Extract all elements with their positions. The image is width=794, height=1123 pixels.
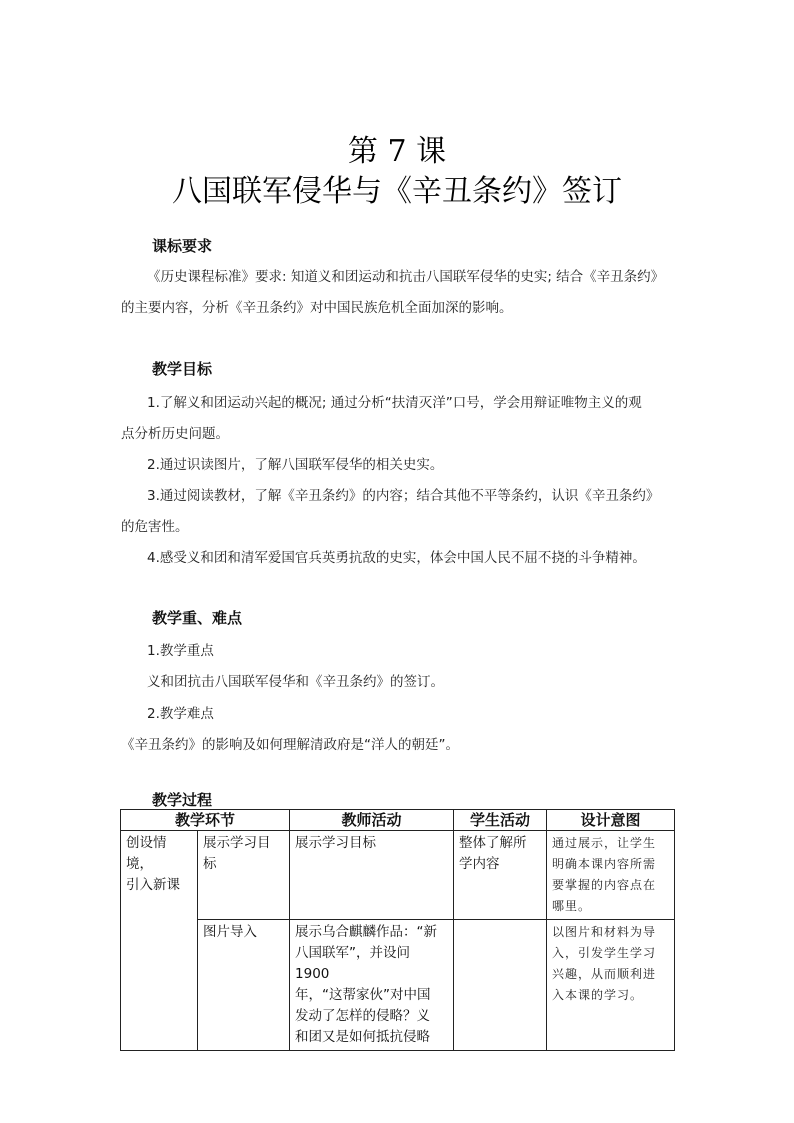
- difficulty-text: 《辛丑条约》的影响及如何理解清政府是“洋人的朝廷”。: [121, 737, 459, 753]
- focus-label: 1.教学重点: [147, 643, 214, 659]
- table-row: [121, 920, 675, 1051]
- table-header-row: [121, 810, 675, 831]
- cell-line: 图片导入: [203, 924, 257, 940]
- cell-line: 八国联军”，并设问 1900: [295, 945, 411, 982]
- cell-line: 展示学习目: [203, 835, 271, 851]
- cell-line: 发动了怎样的侵略？义: [295, 1008, 431, 1024]
- column-header: 教师活动: [290, 810, 454, 831]
- objective-line: 点分析历史问题。: [121, 426, 229, 442]
- objective-line: 的危害性。: [121, 519, 189, 535]
- cell-line: 学内容: [459, 856, 500, 872]
- intent-cell: [547, 920, 675, 1051]
- objective-line: 4.感受义和团和清军爱国官兵英勇抗敌的史实，体会中国人民不屈不挠的斗争精神。: [147, 550, 646, 566]
- cell-line: 兴趣，从而顺利进: [552, 967, 657, 981]
- cell-line: 和团又是如何抵抗侵略: [295, 1029, 431, 1045]
- objective-line: 1.了解义和团运动兴起的概况; 通过分析“扶清灭洋”口号，学会用辩证唯物主义的观: [147, 395, 642, 411]
- intent-cell: [547, 831, 675, 920]
- student-cell: [454, 831, 547, 920]
- lesson-number: 第 7 课: [347, 134, 447, 169]
- cell-line: 要掌握的内容点在: [552, 878, 657, 892]
- cell-line: 以图片和材料为导: [552, 925, 657, 939]
- standards-line: 的主要内容，分析《辛丑条约》对中国民族危机全面加深的影响。: [121, 300, 513, 316]
- student-cell: [454, 920, 547, 1051]
- standards-line: 《历史课程标准》要求: 知道义和团运动和抗击八国联军侵华的史实; 结合《辛丑条约》: [147, 269, 665, 285]
- keypoints-heading: 教学重、难点: [152, 609, 243, 627]
- lesson-title: 八国联军侵华与《辛丑条约》签订: [172, 174, 622, 209]
- step-cell: [198, 920, 290, 1051]
- teacher-cell: [290, 920, 454, 1051]
- stage-cell: [121, 831, 198, 1051]
- column-header: 设计意图: [547, 810, 675, 831]
- column-header: 学生活动: [454, 810, 547, 831]
- objectives-heading: 教学目标: [152, 360, 213, 378]
- column-header: 教学环节: [121, 810, 290, 831]
- cell-line: 引入新课: [126, 877, 180, 893]
- teacher-cell: [290, 831, 454, 920]
- cell-line: 标: [203, 856, 217, 872]
- difficulty-label: 2.教学难点: [147, 706, 214, 722]
- teaching-process-table: [120, 809, 675, 1051]
- cell-line: 入，引发学生学习: [552, 946, 657, 960]
- cell-line: 展示学习目标: [295, 835, 377, 851]
- process-heading: 教学过程: [152, 791, 213, 809]
- objective-line: 2.通过识读图片，了解八国联军侵华的相关史实。: [147, 457, 444, 473]
- cell-line: 年，“这帮家伙”对中国: [295, 987, 431, 1003]
- step-cell: [198, 831, 290, 920]
- cell-line: 展示乌合麒麟作品：“新: [295, 924, 438, 940]
- table-row: [121, 831, 675, 920]
- cell-line: 整体了解所: [459, 835, 527, 851]
- cell-line: 创设情境，: [126, 835, 167, 872]
- focus-text: 义和团抗击八国联军侵华和《辛丑条约》的签订。: [147, 674, 444, 690]
- cell-line: 入本课的学习。: [552, 988, 644, 1002]
- cell-line: 通过展示，让学生: [552, 836, 657, 850]
- objective-line: 3.通过阅读教材，了解《辛丑条约》的内容；结合其他不平等条约，认识《辛丑条约》: [147, 488, 660, 504]
- cell-line: 哪里。: [552, 899, 592, 913]
- standards-heading: 课标要求: [152, 237, 213, 255]
- cell-line: 明确本课内容所需: [552, 857, 657, 871]
